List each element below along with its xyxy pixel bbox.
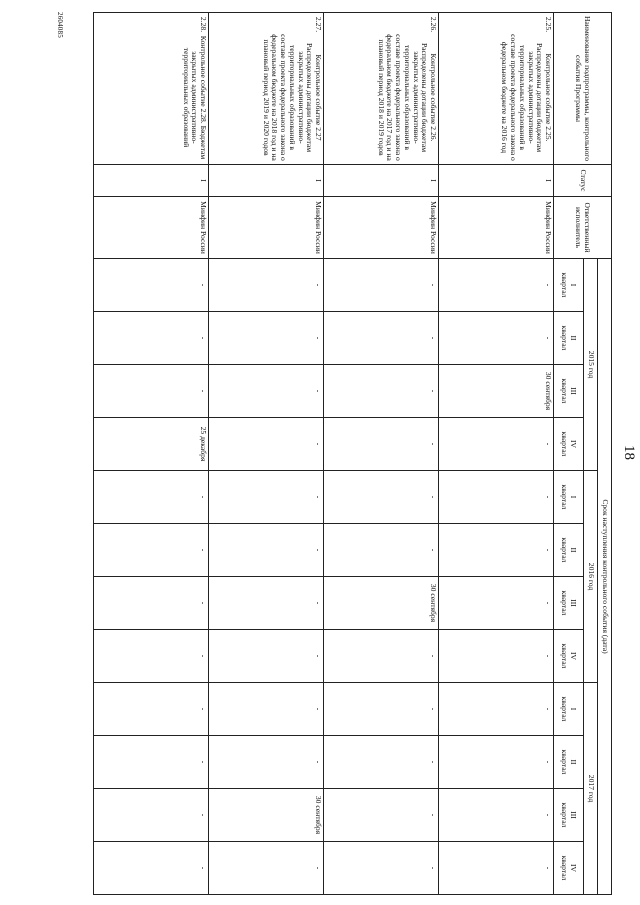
- event-number: 2.28.: [199, 16, 208, 33]
- quarter-word: квартал: [560, 590, 570, 616]
- quarter-numeral: II: [569, 547, 579, 553]
- deadline-cell: -: [209, 630, 324, 683]
- header-quarter: [554, 789, 584, 842]
- deadline-cell: -: [439, 683, 554, 736]
- event-name-cell: [209, 13, 324, 165]
- event-description: Контрольное событие 2.26. Распределены дотации бюджетам закрытых административно-территориальных образований в составе проекта федерального закона о федеральном бюджете на 2017 год и на плановый период 2018 и 2019 годов: [376, 34, 438, 161]
- header-quarter: [554, 577, 584, 630]
- quarter-numeral: I: [569, 495, 579, 499]
- header-year: 2015 год: [584, 259, 598, 471]
- deadline-cell: -: [324, 842, 439, 895]
- deadline-cell: -: [209, 577, 324, 630]
- deadline-cell: -: [94, 365, 209, 418]
- deadline-cell: -: [324, 259, 439, 312]
- quarter-word: квартал: [560, 643, 570, 669]
- quarter-word: квартал: [560, 325, 570, 351]
- deadline-cell: -: [209, 418, 324, 471]
- deadline-cell: -: [324, 524, 439, 577]
- event-number: 2.25.: [544, 16, 553, 33]
- deadline-cell: 30 сентября: [324, 577, 439, 630]
- deadline-cell: -: [209, 259, 324, 312]
- event-status: I: [209, 165, 324, 197]
- deadline-cell: -: [439, 259, 554, 312]
- deadline-cell: 25 декабря: [94, 418, 209, 471]
- event-responsible: Минфин России: [439, 197, 554, 259]
- deadline-cell: -: [324, 789, 439, 842]
- deadline-cell: -: [94, 630, 209, 683]
- deadline-cell: -: [324, 471, 439, 524]
- event-status: I: [94, 165, 209, 197]
- event-name-cell: [439, 13, 554, 165]
- header-name: Наименование подпрограммы, контрольного события Программы: [554, 13, 612, 165]
- header-deadline: Срок наступления контрольного события (дата): [598, 259, 612, 895]
- quarter-word: квартал: [560, 802, 570, 828]
- quarter-word: квартал: [560, 378, 570, 404]
- header-quarter: [554, 312, 584, 365]
- deadline-cell: -: [209, 312, 324, 365]
- header-year: 2017 год: [584, 683, 598, 895]
- deadline-cell: -: [439, 630, 554, 683]
- quarter-numeral: III: [569, 387, 579, 395]
- deadline-cell: -: [94, 312, 209, 365]
- header-quarter: [554, 683, 584, 736]
- table-row: [94, 13, 209, 895]
- deadline-cell: -: [94, 789, 209, 842]
- deadline-cell: -: [439, 789, 554, 842]
- quarter-numeral: IV: [569, 439, 579, 448]
- header-quarter: [554, 842, 584, 895]
- quarter-numeral: II: [569, 759, 579, 765]
- deadline-cell: 30 сентября: [209, 789, 324, 842]
- header-responsible: Ответственный исполнитель: [554, 197, 612, 259]
- deadline-cell: -: [94, 524, 209, 577]
- event-name-cell: [324, 13, 439, 165]
- quarter-numeral: I: [569, 707, 579, 711]
- control-events-table: [93, 12, 612, 895]
- table-row: [209, 13, 324, 895]
- event-responsible: Минфин России: [94, 197, 209, 259]
- document-code: 2604085: [56, 12, 64, 38]
- deadline-cell: -: [324, 365, 439, 418]
- event-status: I: [439, 165, 554, 197]
- deadline-cell: 30 сентября: [439, 365, 554, 418]
- deadline-cell: -: [439, 471, 554, 524]
- deadline-cell: -: [439, 736, 554, 789]
- deadline-cell: -: [439, 418, 554, 471]
- event-status: I: [324, 165, 439, 197]
- event-responsible: Минфин России: [209, 197, 324, 259]
- deadline-cell: -: [209, 471, 324, 524]
- event-number: 2.27.: [314, 16, 323, 33]
- event-number: 2.26.: [429, 16, 438, 33]
- deadline-cell: -: [324, 736, 439, 789]
- table-row: [439, 13, 554, 895]
- header-quarter: [554, 365, 584, 418]
- quarter-word: квартал: [560, 696, 570, 722]
- quarter-word: квартал: [560, 749, 570, 775]
- deadline-cell: -: [209, 365, 324, 418]
- deadline-cell: -: [439, 842, 554, 895]
- header-year: 2016 год: [584, 471, 598, 683]
- quarter-numeral: IV: [569, 651, 579, 660]
- deadline-cell: -: [94, 259, 209, 312]
- header-quarter: [554, 524, 584, 577]
- quarter-word: квартал: [560, 537, 570, 563]
- deadline-cell: -: [324, 630, 439, 683]
- quarter-numeral: III: [569, 811, 579, 819]
- quarter-numeral: I: [569, 283, 579, 287]
- quarter-word: квартал: [560, 484, 570, 510]
- header-quarter: [554, 471, 584, 524]
- header-status: Статус: [554, 165, 612, 197]
- deadline-cell: -: [439, 524, 554, 577]
- quarter-word: квартал: [560, 272, 570, 298]
- deadline-cell: -: [209, 842, 324, 895]
- deadline-cell: -: [209, 683, 324, 736]
- deadline-cell: -: [439, 312, 554, 365]
- event-description: Контрольное событие 2.28. Бюджетам закрытых административно-территориальных образований: [181, 35, 208, 160]
- quarter-word: квартал: [560, 431, 570, 457]
- deadline-cell: -: [439, 577, 554, 630]
- deadline-cell: -: [324, 683, 439, 736]
- quarter-numeral: II: [569, 335, 579, 341]
- deadline-cell: -: [94, 842, 209, 895]
- header-quarter: [554, 259, 584, 312]
- deadline-cell: -: [209, 524, 324, 577]
- deadline-cell: -: [94, 471, 209, 524]
- event-description: Контрольное событие 2.25. Распределены дотации бюджетам закрытых административно-территориальных образований в составе проекта федерального закона о федеральном бюджете на 2016 год: [500, 34, 553, 161]
- event-description: Контрольное событие 2.27 Распределены дотации бюджетам закрытых административно-территориальных образований в составе проекта федерального закона о федеральном бюджете на 2018 год и на плановый период 2019 и 2020 годов: [261, 34, 323, 161]
- deadline-cell: -: [94, 577, 209, 630]
- deadline-cell: -: [94, 683, 209, 736]
- deadline-cell: -: [94, 736, 209, 789]
- quarter-numeral: IV: [569, 864, 579, 873]
- event-responsible: Минфин России: [324, 197, 439, 259]
- header-quarter: [554, 736, 584, 789]
- event-name-cell: [94, 13, 209, 165]
- page-number: 18: [621, 445, 637, 460]
- table-row: [324, 13, 439, 895]
- header-quarter: [554, 418, 584, 471]
- deadline-cell: -: [324, 418, 439, 471]
- deadline-cell: -: [324, 312, 439, 365]
- deadline-cell: -: [209, 736, 324, 789]
- quarter-word: квартал: [560, 855, 570, 881]
- quarter-numeral: III: [569, 599, 579, 607]
- header-quarter: [554, 630, 584, 683]
